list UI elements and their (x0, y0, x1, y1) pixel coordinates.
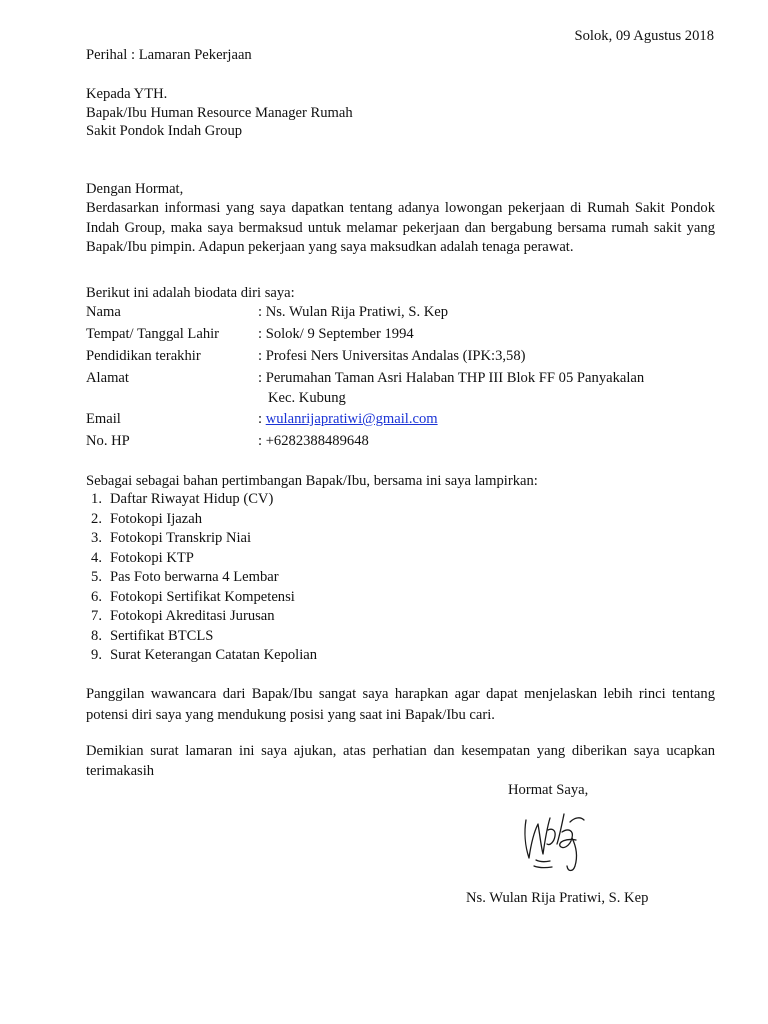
name-label: Nama (86, 304, 121, 320)
biodata-intro: Berikut ini adalah biodata diri saya: (86, 285, 295, 301)
intro-paragraph: Berdasarkan informasi yang saya dapatkan tentang adanya lowongan pekerjaan di Rumah Sakit Pondok Indah Group, maka saya bermaksud untuk melamar pekerjaan dan bergabung bersama rumah sakit yang Bapak/Ibu pimpin. Adapun pekerjaan yang saya maksudkan adalah tenaga perawat. (86, 200, 715, 255)
subject-line: Perihal : Lamaran Pekerjaan (86, 47, 252, 63)
attachments-intro: Sebagai sebagai bahan pertimbangan Bapak/Ibu, bersama ini saya lampirkan: (86, 473, 538, 489)
recipient-line-1: Kepada YTH. (86, 86, 168, 102)
address-value-line2: Kec. Kubung (268, 389, 346, 406)
address-label: Alamat (86, 370, 129, 386)
email-value-wrap (258, 410, 438, 430)
email-colon: : (258, 411, 266, 427)
email-link[interactable]: wulanrijapratiwi@gmail.com (265, 411, 438, 427)
email-label: Email (86, 411, 121, 427)
letter-page: Solok, 09 Agustus 2018 Perihal : Lamaran Pekerjaan Kepada YTH. Bapak/Ibu Human Resource Manager Rumah Sakit Pondok Indah Group Dengan Hormat, Berdasarkan informasi yang saya dapatkan tentang adanya lowongan pekerjaan di Rumah Sakit Pondok Indah Group, maka saya bermaksud untuk melamar pekerjaan dan bergabung bersama rumah sakit yang Bapak/Ibu pimpin. Adapun pekerjaan yang saya maksudkan adalah tenaga perawat. Berikut ini adalah biodata diri saya: Nama : Ns. Wulan Rija Pratiwi, S. Kep Tempat/ Tanggal Lahir : Solok/ 9 September 1994 Pendidikan terakhir : Profesi Ners Universitas Andalas (IPK:3,58) Alamat : Perumahan Taman Asri Halaban THP III Blok FF 05 Panyakalan Kec. Kubung Email : wulanrijapratiwi@gmail.com No. HP : +6282388489648 Sebagai sebagai bahan pertimbangan Bapak/Ibu, bersama ini saya lampirkan: 1. Daftar Riwayat Hidup (CV) 2. Fotokopi Ijazah 3. Fotokopi Transkrip Niai 4. Fotokopi KTP 5. Pas Foto berwarna 4 Lembar 6. Fotokopi Sertifikat Kompetensi 7. Fotokopi Akreditasi Jurusan 8. Sertifikat BTCLS 9. Surat Keterangan Catatan Kepolian Panggilan wawancara dari Bapak/Ibu sangat saya harapkan agar dapat menjelaskan lebih rinci tentang potensi diri saya yang mendukung posisi yang saat ini Bapak/Ibu cari. Demikian surat lamaran ini saya ajukan, atas perhatian dan kesempatan yang diberikan saya ucapkan terimakasih Hormat Saya, Ns. Wulan Rija Pratiwi, S. Kep (0, 0, 768, 1024)
recipient-line-2: Bapak/Ibu Human Resource Manager Rumah (86, 105, 353, 121)
place-date: Solok, 09 Agustus 2018 (574, 28, 714, 44)
closing-paragraph: Demikian surat lamaran ini saya ajukan, atas perhatian dan kesempatan yang diberikan saya ucapkan terimakasih (86, 743, 715, 779)
sign-off: Hormat Saya, (508, 782, 589, 798)
education-label: Pendidikan terakhir (86, 348, 201, 364)
birth-value: : Solok/ 9 September 1994 (258, 326, 414, 342)
phone-label: No. HP (86, 433, 130, 449)
interview-paragraph: Panggilan wawancara dari Bapak/Ibu sangat saya harapkan agar dapat menjelaskan lebih rinci tentang potensi diri saya yang mendukung posisi yang saat ini Bapak/Ibu cari. (86, 686, 715, 723)
phone-value: : +6282388489648 (258, 433, 369, 449)
name-value: : Ns. Wulan Rija Pratiwi, S. Kep (258, 304, 449, 320)
greeting: Dengan Hormat, (86, 181, 184, 197)
recipient-line-3: Sakit Pondok Indah Group (86, 123, 243, 139)
signature-image (500, 800, 635, 880)
address-value: : Perumahan Taman Asri Halaban THP III Blok FF 05 Panyakalan (258, 370, 645, 386)
signatory-name: Ns. Wulan Rija Pratiwi, S. Kep (466, 890, 649, 906)
education-value: : Profesi Ners Universitas Andalas (IPK:3,58) (258, 348, 526, 364)
birth-label: Tempat/ Tanggal Lahir (86, 326, 220, 342)
